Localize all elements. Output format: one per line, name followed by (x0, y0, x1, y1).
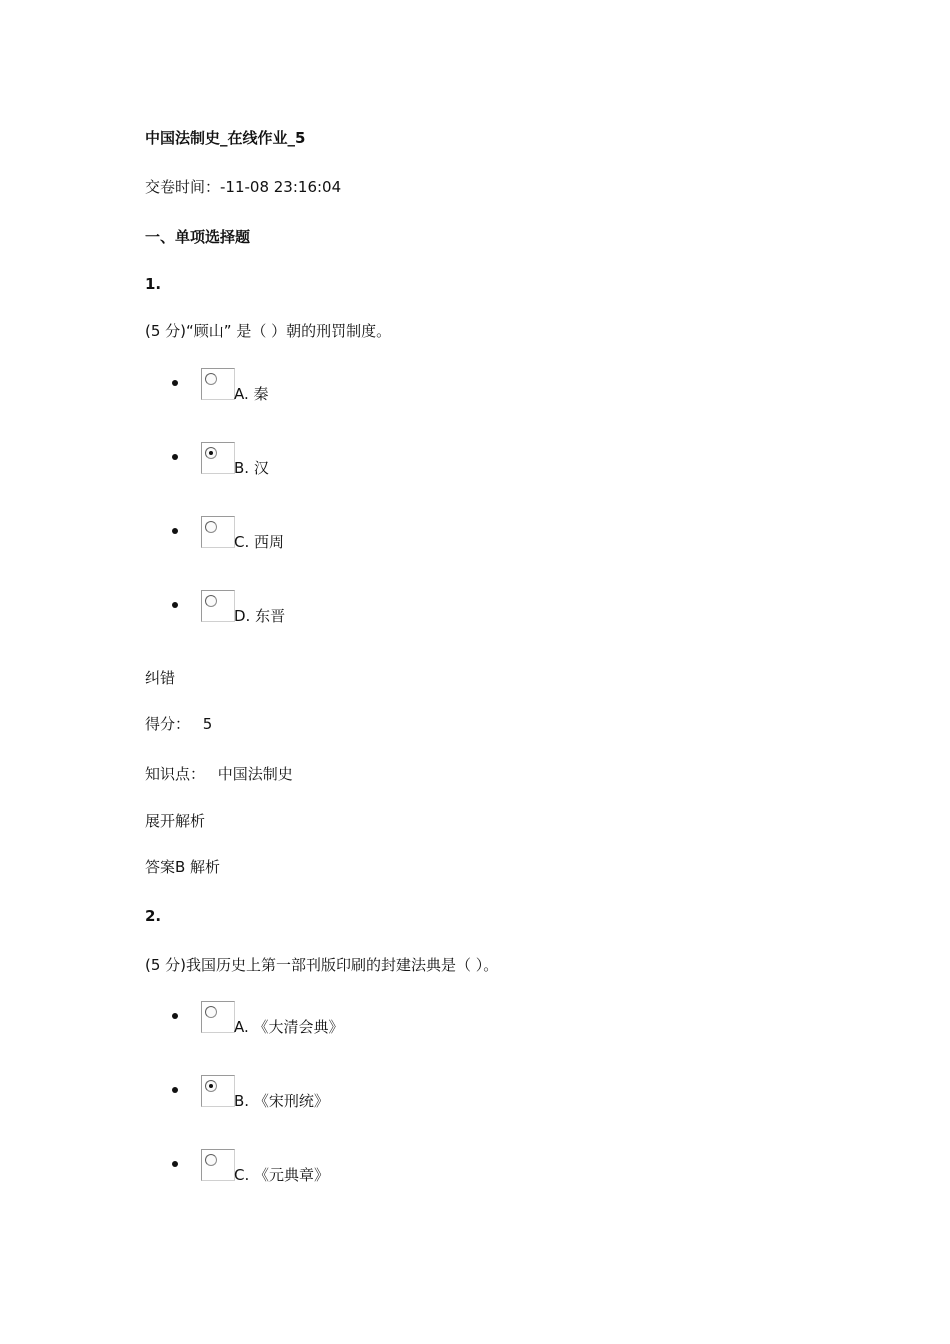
option-label: A. 秦 (234, 385, 269, 403)
score-value: 5 (202, 715, 213, 733)
radio-button[interactable] (201, 590, 235, 622)
radio-button[interactable] (201, 442, 235, 474)
knowledge-value: 中国法制史 (217, 765, 293, 783)
radio-circle-icon (205, 1006, 217, 1018)
option-row (172, 368, 672, 402)
option-label: D. 东晋 (234, 607, 286, 625)
knowledge-label: 知识点： (145, 765, 206, 783)
option-row (172, 1149, 672, 1183)
bullet (172, 602, 178, 608)
option-label: C. 西周 (234, 533, 285, 551)
submit-time: 交卷时间：-11-08 23:16:04 (145, 178, 342, 196)
radio-button[interactable] (201, 516, 235, 548)
bullet (172, 528, 178, 534)
question-stem: (5 分)我国历史上第一部刊版印刷的封建法典是（ ）。 (145, 956, 499, 974)
score-row (145, 714, 212, 734)
page-title: 中国法制史_在线作业_5 (145, 129, 306, 147)
option-label: C. 《元典章》 (234, 1166, 330, 1184)
expand-analysis-link[interactable]: 展开解析 (145, 812, 206, 830)
radio-button[interactable] (201, 1149, 235, 1181)
bullet (172, 1087, 178, 1093)
question-number: 1. (145, 275, 162, 293)
radio-circle-icon (205, 521, 217, 533)
section-title: 一、单项选择题 (145, 228, 251, 246)
question-number: 2. (145, 907, 162, 925)
radio-button[interactable] (201, 1075, 235, 1107)
option-row (172, 516, 672, 550)
radio-button[interactable] (201, 1001, 235, 1033)
option-label: A. 《大清会典》 (234, 1018, 344, 1036)
score-label: 得分： (145, 715, 191, 733)
radio-circle-icon (205, 595, 217, 607)
option-row (172, 590, 672, 624)
question-stem: (5 分)“顾山” 是（ ）朝的刑罚制度。 (145, 322, 392, 340)
option-label: B. 汉 (234, 459, 269, 477)
radio-circle-icon (205, 373, 217, 385)
bullet (172, 1161, 178, 1167)
radio-button[interactable] (201, 368, 235, 400)
answer-text: 答案B 解析 (145, 858, 221, 876)
option-row (172, 442, 672, 476)
knowledge-row (145, 764, 293, 784)
bullet (172, 454, 178, 460)
radio-selected-icon (205, 1080, 217, 1092)
radio-circle-icon (205, 1154, 217, 1166)
report-error-link[interactable]: 纠错 (145, 669, 176, 687)
bullet (172, 1013, 178, 1019)
option-label: B. 《宋刑统》 (234, 1092, 329, 1110)
bullet (172, 380, 178, 386)
radio-selected-icon (205, 447, 217, 459)
option-row (172, 1075, 672, 1109)
option-row (172, 1001, 672, 1035)
